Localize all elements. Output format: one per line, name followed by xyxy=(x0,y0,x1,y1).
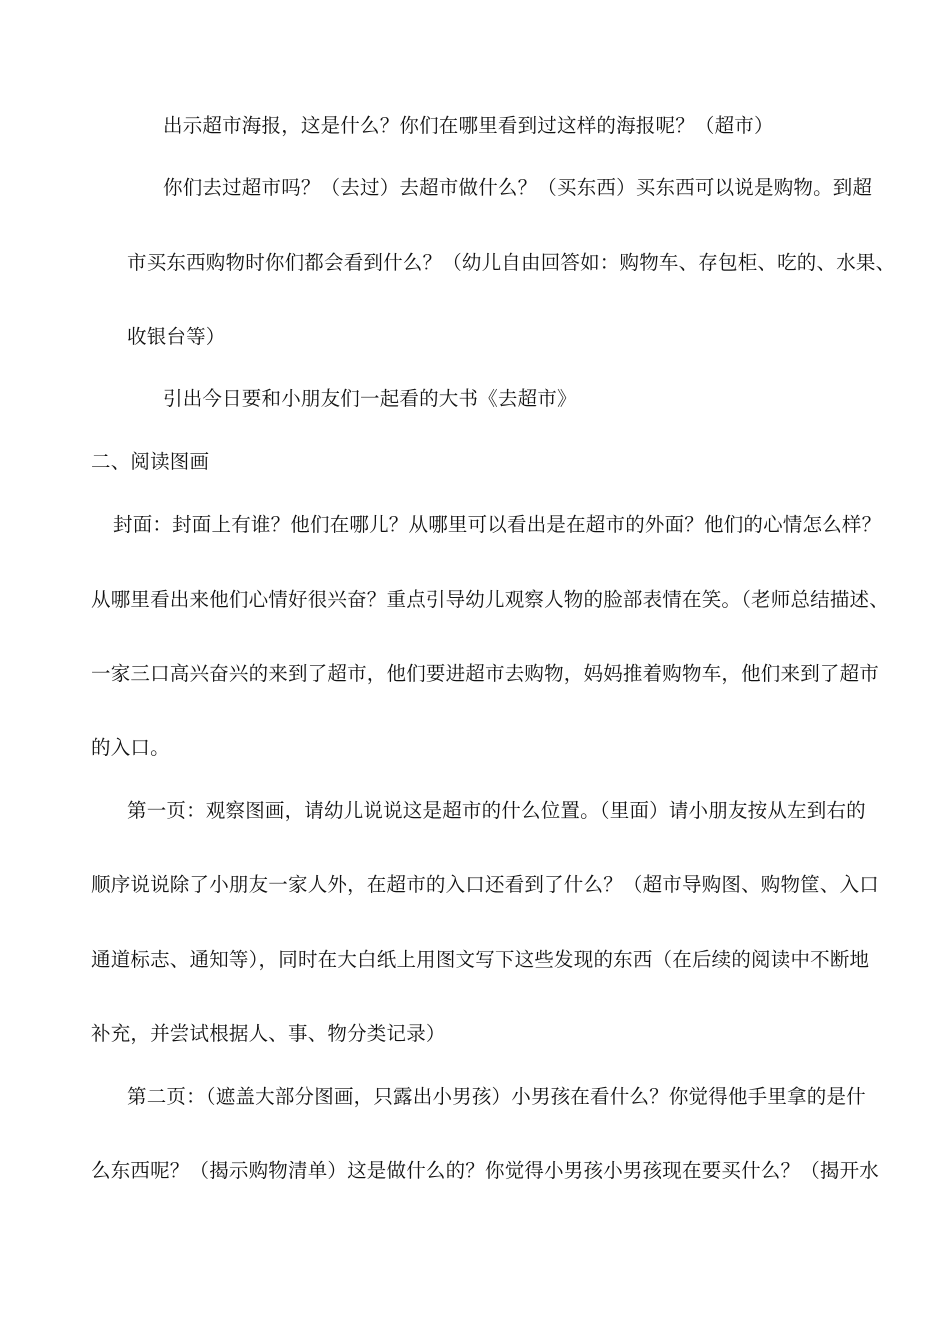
paragraph-line: 你们去过超市吗？（去过）去超市做什么？（买东西）买东西可以说是购物。到超 xyxy=(163,176,873,199)
paragraph-line: 引出今日要和小朋友们一起看的大书《去超市》 xyxy=(163,387,577,410)
paragraph-line: 从哪里看出来他们心情好很兴奋？重点引导幼儿观察人物的脸部表情在笑。（老师总结描述、 xyxy=(91,588,889,611)
paragraph-line: 的入口。 xyxy=(91,736,170,759)
paragraph-line: 封面：封面上有谁？他们在哪儿？从哪里可以看出是在超市的外面？他们的心情怎么样？ xyxy=(113,513,882,536)
paragraph-line: 第二页：（遮盖大部分图画，只露出小男孩）小男孩在看什么？你觉得他手里拿的是什 xyxy=(127,1085,866,1108)
paragraph-line: 么东西呢？（揭示购物清单）这是做什么的？你觉得小男孩小男孩现在要买什么？（揭开水 xyxy=(91,1159,880,1182)
paragraph-line: 市买东西购物时你们都会看到什么？（幼儿自由回答如：购物车、存包柜、吃的、水果、 xyxy=(127,251,896,274)
paragraph-line: 出示超市海报，这是什么？你们在哪里看到过这样的海报呢？（超市） xyxy=(163,114,774,137)
section-heading: 二、阅读图画 xyxy=(91,450,210,473)
paragraph-line: 收银台等） xyxy=(127,325,226,348)
paragraph-line: 补充，并尝试根据人、事、物分类记录） xyxy=(91,1022,446,1045)
paragraph-line: 通道标志、通知等），同时在大白纸上用图文写下这些发现的东西（在后续的阅读中不断地 xyxy=(91,948,870,971)
paragraph-line: 一家三口高兴奋兴的来到了超市，他们要进超市去购物，妈妈推着购物车，他们来到了超市 xyxy=(91,662,880,685)
paragraph-line: 第一页：观察图画，请幼儿说说这是超市的什么位置。（里面）请小朋友按从左到右的 xyxy=(127,799,866,822)
paragraph-line: 顺序说说除了小朋友一家人外，在超市的入口还看到了什么？（超市导购图、购物筐、入口 xyxy=(91,873,880,896)
